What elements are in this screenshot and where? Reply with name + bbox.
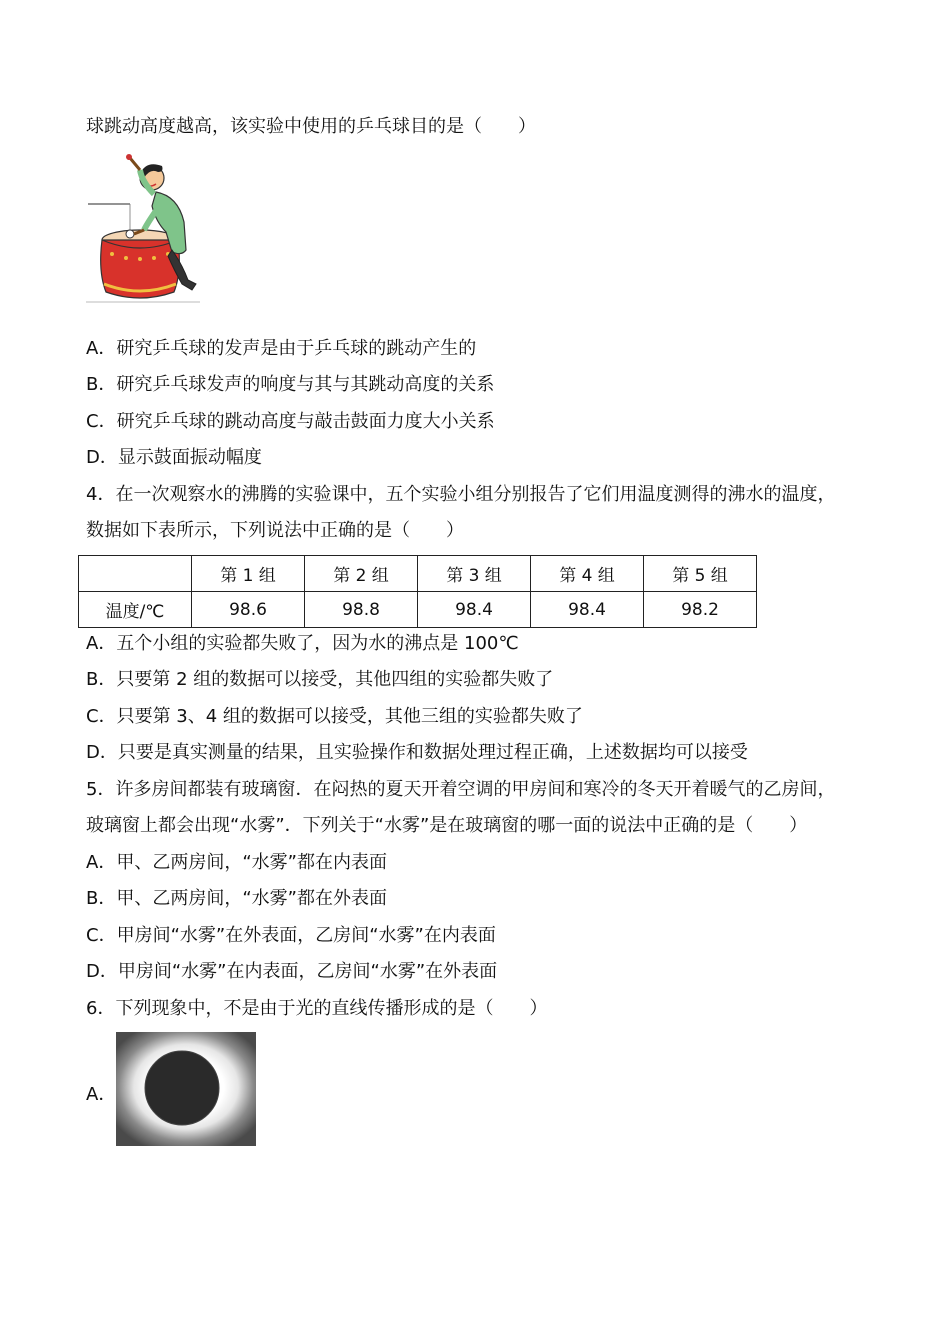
q4-option-b[interactable]: B．只要第 2 组的数据可以接受，其他四组的实验都失败了: [86, 669, 554, 690]
table-row-label: 温度/℃: [79, 592, 192, 628]
solar-eclipse-photo[interactable]: [116, 1032, 256, 1146]
table-cell-group-5: 98.2: [644, 592, 757, 628]
table-corner-cell: [79, 556, 192, 592]
q3-option-a[interactable]: A．研究乒乓球的发声是由于乒乓球的跳动产生的: [86, 338, 477, 359]
table-header-group-3: 第 3 组: [418, 556, 531, 592]
q3-option-b[interactable]: B．研究乒乓球发声的响度与其与其跳动高度的关系: [86, 374, 495, 395]
table-header-group-4: 第 4 组: [531, 556, 644, 592]
q4-option-a[interactable]: A．五个小组的实验都失败了，因为水的沸点是 100℃: [86, 633, 519, 654]
table-header-group-2: 第 2 组: [305, 556, 418, 592]
table-cell-group-1: 98.6: [192, 592, 305, 628]
table-cell-group-4: 98.4: [531, 592, 644, 628]
q5-option-c[interactable]: C．甲房间“水雾”在外表面，乙房间“水雾”在内表面: [86, 925, 496, 946]
temperature-table: [78, 555, 757, 628]
table-header-row: [79, 556, 757, 592]
table-header-group-1: 第 1 组: [192, 556, 305, 592]
q5-stem-line1: 5．许多房间都装有玻璃窗．在闷热的夏天开着空调的甲房间和寒冷的冬天开着暖气的乙房间，: [86, 779, 836, 800]
q4-stem-line2: 数据如下表所示，下列说法中正确的是（ ）: [86, 520, 464, 541]
q3-option-d[interactable]: D．显示鼓面振动幅度: [86, 447, 262, 468]
q5-option-a[interactable]: A．甲、乙两房间，“水雾”都在内表面: [86, 852, 387, 873]
q5-option-d[interactable]: D．甲房间“水雾”在内表面，乙房间“水雾”在外表面: [86, 961, 498, 982]
q3-option-c[interactable]: C．研究乒乓球的跳动高度与敲击鼓面力度大小关系: [86, 411, 495, 432]
q3-stem-tail: 球跳动高度越高，该实验中使用的乒乓球目的是（ ）: [86, 116, 536, 137]
q6-stem: 6．下列现象中，不是由于光的直线传播形成的是（ ）: [86, 998, 548, 1019]
drummer-illustration: [86, 152, 200, 304]
table-header-group-5: 第 5 组: [644, 556, 757, 592]
q5-option-b[interactable]: B．甲、乙两房间，“水雾”都在外表面: [86, 888, 387, 909]
q4-option-c[interactable]: C．只要第 3、4 组的数据可以接受，其他三组的实验都失败了: [86, 706, 583, 727]
q5-stem-line2: 玻璃窗上都会出现“水雾”．下列关于“水雾”是在玻璃窗的哪一面的说法中正确的是（ ）: [86, 815, 808, 836]
q6-option-a-label[interactable]: A．: [86, 1084, 117, 1105]
q4-stem-line1: 4．在一次观察水的沸腾的实验课中，五个实验小组分别报告了它们用温度测得的沸水的温度，: [86, 484, 836, 505]
table-cell-group-2: 98.8: [305, 592, 418, 628]
table-row: [79, 592, 757, 628]
q4-option-d[interactable]: D．只要是真实测量的结果，且实验操作和数据处理过程正确，上述数据均可以接受: [86, 742, 748, 763]
table-cell-group-3: 98.4: [418, 592, 531, 628]
